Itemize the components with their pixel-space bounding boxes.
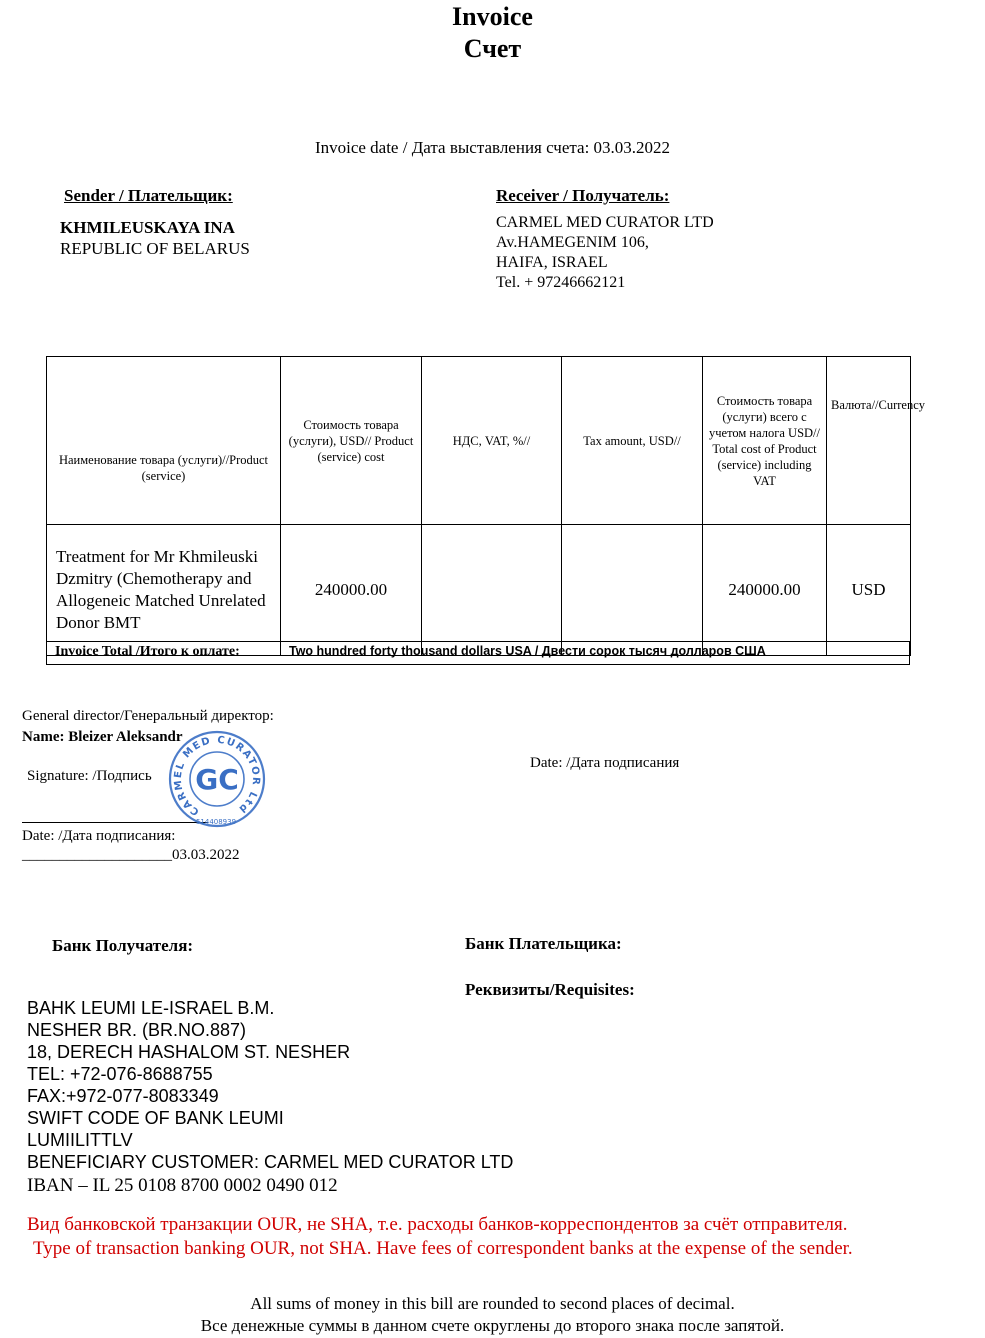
sign-date-line: ____________________03.03.2022 — [22, 847, 240, 863]
row-cost: 240000.00 — [281, 525, 422, 656]
right-sign-date-label: Date: /Дата подписания — [530, 755, 680, 771]
bank-detail-line: 18, DERECH HASHALOM ST. NESHER — [27, 1042, 351, 1062]
bank-detail-line: SWIFT CODE OF BANK LEUMI — [27, 1108, 284, 1128]
bank-detail-line: LUMIILITTLV — [27, 1130, 133, 1150]
header-cost: Стоимость товара (услуги), USD// Product (service) cost — [281, 357, 422, 525]
invoice-total-label: Invoice Total /Итого к оплате: — [55, 644, 240, 659]
requisites-label: Реквизиты/Requisites: — [465, 980, 635, 999]
title-en: Invoice — [452, 2, 533, 31]
invoice-total-box — [46, 641, 910, 665]
receiver-bank-label: Банк Получателя: — [52, 936, 194, 955]
sender-name: KHMILEUSKAYA INA — [60, 218, 235, 237]
company-stamp-icon — [162, 726, 272, 832]
invoice-total-words: Two hundred forty thousand dollars USA / Двести сорок тысяч долларов США — [289, 644, 766, 658]
svg-text:CARMEL MED CURATOR Ltd: CARMEL MED CURATOR Ltd — [172, 734, 262, 818]
receiver-line: Av.HAMEGENIM 106, — [496, 234, 649, 251]
row-vat — [422, 525, 562, 656]
bank-detail-line: FAX:+972-077-8083349 — [27, 1086, 219, 1106]
invoice-items-table — [46, 356, 926, 656]
title-ru: Счет — [463, 34, 522, 63]
row-tax — [562, 525, 703, 656]
bank-details — [27, 997, 513, 1173]
bank-detail-line: BAHK LEUMI LE-ISRAEL B.M. — [27, 998, 275, 1018]
table-header-row — [47, 357, 911, 525]
svg-text:GC: GC — [195, 763, 239, 796]
bank-detail-line: BENEFICIARY CUSTOMER: CARMEL MED CURATOR LTD — [27, 1152, 514, 1172]
signature-label: Signature: /Подпись — [27, 768, 152, 784]
invoice-date: Invoice date / Дата выставления счета: 03.03.2022 — [314, 138, 671, 157]
transaction-note-ru: Вид банковской транзакции OUR, не SHA, т.е. расходы банков-корреспондентов за счёт отправителя. — [27, 1214, 848, 1235]
footer-ru: Все денежные суммы в данном счете округлены до второго знака после запятой. — [200, 1316, 785, 1335]
transaction-note-en: Type of transaction banking OUR, not SHA. Have fees of correspondent banks at the expense of the sender. — [33, 1238, 853, 1259]
row-total: 240000.00 — [703, 525, 827, 656]
receiver-line: HAIFA, ISRAEL — [496, 254, 608, 271]
receiver-line: Tel. + 97246662121 — [496, 274, 626, 291]
sender-heading: Sender / Плательщик: — [64, 186, 233, 205]
header-currency: Валюта//Currency — [827, 357, 911, 525]
header-tax: Tax amount, USD// — [562, 357, 703, 525]
footer-en: All sums of money in this bill are rounded to second places of decimal. — [250, 1294, 735, 1313]
receiver-line: CARMEL MED CURATOR LTD — [496, 214, 714, 231]
row-currency: USD — [827, 525, 911, 656]
sender-country: REPUBLIC OF BELARUS — [60, 239, 250, 258]
receiver-heading: Receiver / Получатель: — [496, 186, 670, 205]
svg-text:514408939: 514408939 — [195, 818, 237, 826]
director-name: Name: Bleizer Aleksandr — [22, 729, 183, 745]
bank-detail-line: NESHER BR. (BR.NO.887) — [27, 1020, 247, 1040]
sign-date-label: Date: /Дата подписания: — [22, 828, 176, 844]
header-product: Наименование товара (услуги)//Product (service) — [47, 357, 281, 525]
table-row — [47, 525, 911, 656]
header-total: Стоимость товара (услуги) всего с учетом налога USD// Total cost of Product (service) including VAT — [703, 357, 827, 525]
iban: IBAN – IL 25 0108 8700 0002 0490 012 — [27, 1175, 338, 1196]
director-label: General director/Генеральный директор: — [22, 708, 274, 724]
header-vat: НДС, VAT, %// — [422, 357, 562, 525]
payer-bank-label: Банк Плательщика: — [465, 934, 622, 953]
row-product: Treatment for Mr Khmileuski Dzmitry (Chemotherapy and Allogeneic Matched Unrelated Donor BMT — [47, 525, 281, 656]
bank-detail-line: TEL: +72-076-8688755 — [27, 1064, 213, 1084]
